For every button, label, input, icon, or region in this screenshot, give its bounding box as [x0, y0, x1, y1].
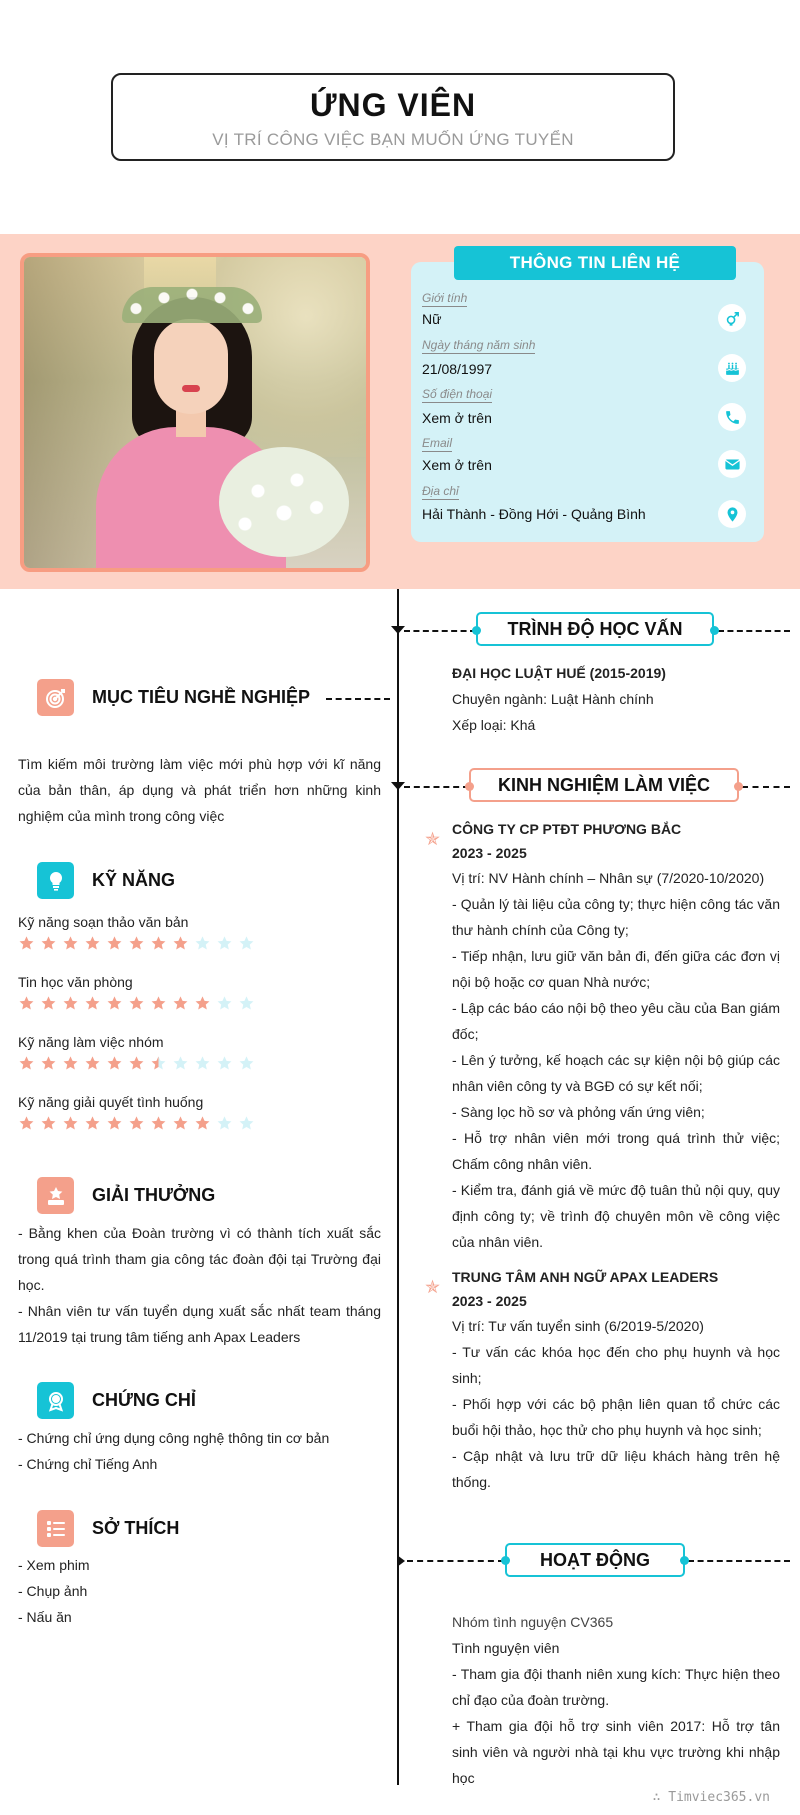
timeline-arrow: [391, 782, 405, 790]
job-duty: - Quản lý tài liệu của công ty; thực hiện công tác văn thư hành chính của Công ty;: [452, 896, 780, 938]
contact-title: THÔNG TIN LIÊN HỆ: [454, 246, 736, 280]
rating-star-icon: [40, 1115, 57, 1132]
star-bullet-icon: ✯: [425, 829, 441, 849]
timeline-arrow: [391, 626, 405, 634]
hobby-line: - Nấu ăn: [18, 1609, 72, 1625]
education-grade: Xếp loại: Khá: [452, 717, 536, 733]
contact-label-birthday: Ngày tháng năm sinh: [422, 338, 536, 352]
skill-name: Kỹ năng làm việc nhóm: [18, 1034, 164, 1050]
profile-photo: [20, 253, 370, 572]
rating-star-icon: [40, 935, 57, 952]
rating-star-icon: [62, 935, 79, 952]
rating-star-icon: [172, 935, 189, 952]
rating-star-icon: [238, 935, 255, 952]
job-duty: - Lên ý tưởng, kế hoạch các sự kiện nội bộ giúp các nhân viên công ty và BGĐ có sự kết nối;: [452, 1052, 780, 1094]
skill-name: Kỹ năng giải quyết tình huống: [18, 1094, 204, 1110]
timeline-line-lower: [397, 1537, 399, 1785]
career-goal-text: Tìm kiếm môi trường làm việc mới phù hợp với kĩ năng của bản thân, áp dụng và phát triển hơn những kinh nghiệm của mình trong công việc: [18, 756, 381, 824]
contact-label-email: Email: [422, 436, 453, 450]
hobby-line: - Chụp ảnh: [18, 1583, 88, 1599]
award-line: - Nhân viên tư vấn tuyển dụng xuất sắc nhất team tháng 11/2019 tại trung tâm tiếng anh Apax Leaders: [18, 1303, 381, 1345]
candidate-name: ỨNG VIÊN: [309, 87, 477, 123]
hobby-line: - Xem phim: [18, 1557, 90, 1573]
certificate-line: - Chứng chỉ ứng dụng công nghệ thông tin cơ bản: [18, 1430, 330, 1446]
rating-star-icon: [194, 1055, 211, 1072]
rating-star-icon: [106, 935, 123, 952]
job-company: CÔNG TY CP PTĐT PHƯƠNG BẮC: [452, 821, 682, 837]
target-icon: [37, 679, 74, 716]
rating-star-icon: [62, 1055, 79, 1072]
job-duty: - Hỗ trợ nhân viên mới trong quá trình thử việc; Chấm công nhân viên.: [452, 1130, 780, 1172]
rating-star-icon: [172, 995, 189, 1012]
rating-star-icon: [84, 935, 101, 952]
footer-watermark: ∴ Timviec365.vn: [652, 1790, 770, 1805]
contact-value-birthday: 21/08/1997: [422, 361, 493, 377]
job-duty: - Sàng lọc hồ sơ và phỏng vấn ứng viên;: [452, 1104, 705, 1120]
skill-rating: [18, 995, 255, 1012]
birthday-cake-icon: [718, 354, 746, 382]
certificate-line: - Chứng chỉ Tiếng Anh: [18, 1456, 158, 1472]
job-duty: - Kiểm tra, đánh giá về mức độ tuân thủ nội quy, quy định công ty; về trình độ chuyên môn về công việc của nhân viên.: [452, 1182, 780, 1250]
contact-value-phone: Xem ở trên: [422, 410, 492, 426]
job-duty: - Tư vấn các khóa học đến cho phụ huynh và học sinh;: [452, 1344, 780, 1386]
rating-star-icon: [194, 1115, 211, 1132]
skills-title: KỸ NĂNG: [92, 870, 176, 890]
certificates-title: CHỨNG CHỈ: [92, 1390, 196, 1410]
rating-star-icon: [84, 995, 101, 1012]
star-bullet-icon: ✯: [425, 1277, 441, 1297]
awards-title: GIẢI THƯỞNG: [92, 1185, 216, 1205]
activity-line: + Tham gia đội hỗ trợ sinh viên 2017: Hỗ trợ tân sinh viên và người nhà tại khu vực trường khi nhập học: [452, 1718, 780, 1786]
hobbies-title: SỞ THÍCH: [92, 1518, 180, 1538]
rating-star-icon: [40, 1055, 57, 1072]
job-company: TRUNG TÂM ANH NGỮ APAX LEADERS: [452, 1269, 719, 1285]
rating-star-icon: [106, 1055, 123, 1072]
desired-position: VỊ TRÍ CÔNG VIỆC BẠN MUỐN ỨNG TUYỂN: [212, 130, 574, 149]
envelope-icon: [718, 450, 746, 478]
skill-rating: [18, 1055, 255, 1072]
rating-star-icon: [18, 1115, 35, 1132]
rating-star-icon: [172, 1055, 189, 1072]
rating-star-icon: [106, 1115, 123, 1132]
education-school: ĐẠI HỌC LUẬT HUẾ (2015-2019): [452, 665, 666, 681]
skill-rating: [18, 1115, 255, 1132]
award-line: - Bằng khen của Đoàn trường vì có thành tích xuất sắc trong quá trình tham gia công tác đoàn đội tại Trường đại học.: [18, 1225, 381, 1293]
rating-star-icon: [150, 935, 167, 952]
activity-role: Tình nguyện viên: [452, 1640, 560, 1656]
job-duty: - Tiếp nhận, lưu giữ văn bản đi, đến giữa các đơn vị nội bộ hoặc cơ quan Nhà nước;: [452, 948, 780, 990]
job-role: Vị trí: Tư vấn tuyển sinh (6/2019-5/2020): [452, 1318, 704, 1334]
timeline-arrow: [397, 1555, 405, 1567]
rating-star-icon: [194, 935, 211, 952]
job-duty: - Lập các báo cáo nội bộ theo yêu cầu của Ban giám đốc;: [452, 1000, 780, 1042]
award-icon: [37, 1177, 74, 1214]
gender-icon: [718, 304, 746, 332]
rating-star-icon: [106, 995, 123, 1012]
rating-star-icon: [128, 935, 145, 952]
activities-title: HOẠT ĐỘNG: [505, 1543, 685, 1577]
contact-label-address: Địa chỉ: [422, 484, 459, 498]
rating-star-icon: [216, 935, 233, 952]
rating-star-icon: [194, 995, 211, 1012]
rating-star-icon: [150, 1115, 167, 1132]
experience-title: KINH NGHIỆM LÀM VIỆC: [469, 768, 739, 802]
certificate-icon: [37, 1382, 74, 1419]
education-major: Chuyên ngành: Luật Hành chính: [452, 691, 654, 707]
career-goal-title: MỤC TIÊU NGHỀ NGHIỆP: [92, 687, 311, 707]
contact-label-gender: Giới tính: [422, 291, 468, 305]
rating-star-icon: [18, 935, 35, 952]
rating-star-icon: [150, 1055, 167, 1072]
phone-icon: [718, 403, 746, 431]
contact-label-phone: Số điện thoại: [422, 387, 493, 401]
rating-star-icon: [62, 995, 79, 1012]
rating-star-icon: [216, 995, 233, 1012]
rating-star-icon: [84, 1115, 101, 1132]
activity-line: - Tham gia đội thanh niên xung kích: Thực hiện theo chỉ đạo của đoàn trường.: [452, 1666, 780, 1708]
rating-star-icon: [216, 1115, 233, 1132]
rating-star-icon: [150, 995, 167, 1012]
job-duty: - Cập nhật và lưu trữ dữ liệu khách hàng trên hệ thống.: [452, 1448, 780, 1490]
header-box: [111, 73, 675, 161]
skill-rating: [18, 935, 255, 952]
job-duty: - Phối hợp với các bộ phận liên quan tổ chức các buổi hội thảo, học thử cho phụ huynh và học sinh;: [452, 1396, 780, 1438]
map-pin-icon: [718, 500, 746, 528]
job-role: Vị trí: NV Hành chính – Nhân sự (7/2020-10/2020): [452, 870, 765, 886]
rating-star-icon: [40, 995, 57, 1012]
rating-star-icon: [172, 1115, 189, 1132]
rating-star-icon: [18, 1055, 35, 1072]
rating-star-icon: [238, 995, 255, 1012]
contact-value-email: Xem ở trên: [422, 457, 492, 473]
lightbulb-icon: [37, 862, 74, 899]
contact-value-gender: Nữ: [422, 311, 442, 327]
list-icon: [37, 1510, 74, 1547]
rating-star-icon: [128, 995, 145, 1012]
rating-star-icon: [238, 1055, 255, 1072]
rating-star-icon: [128, 1055, 145, 1072]
activity-org: Nhóm tình nguyện CV365: [452, 1614, 614, 1630]
contact-value-address: Hải Thành - Đồng Hới - Quảng Bình: [422, 506, 646, 522]
job-period: 2023 - 2025: [452, 1293, 527, 1309]
skill-name: Kỹ năng soạn thảo văn bản: [18, 914, 189, 930]
skill-name: Tin học văn phòng: [18, 974, 133, 990]
rating-star-icon: [216, 1055, 233, 1072]
rating-star-icon: [238, 1115, 255, 1132]
job-period: 2023 - 2025: [452, 845, 527, 861]
rating-star-icon: [18, 995, 35, 1012]
rating-star-icon: [62, 1115, 79, 1132]
rating-star-icon: [84, 1055, 101, 1072]
education-title: TRÌNH ĐỘ HỌC VẤN: [476, 612, 714, 646]
rating-star-icon: [128, 1115, 145, 1132]
